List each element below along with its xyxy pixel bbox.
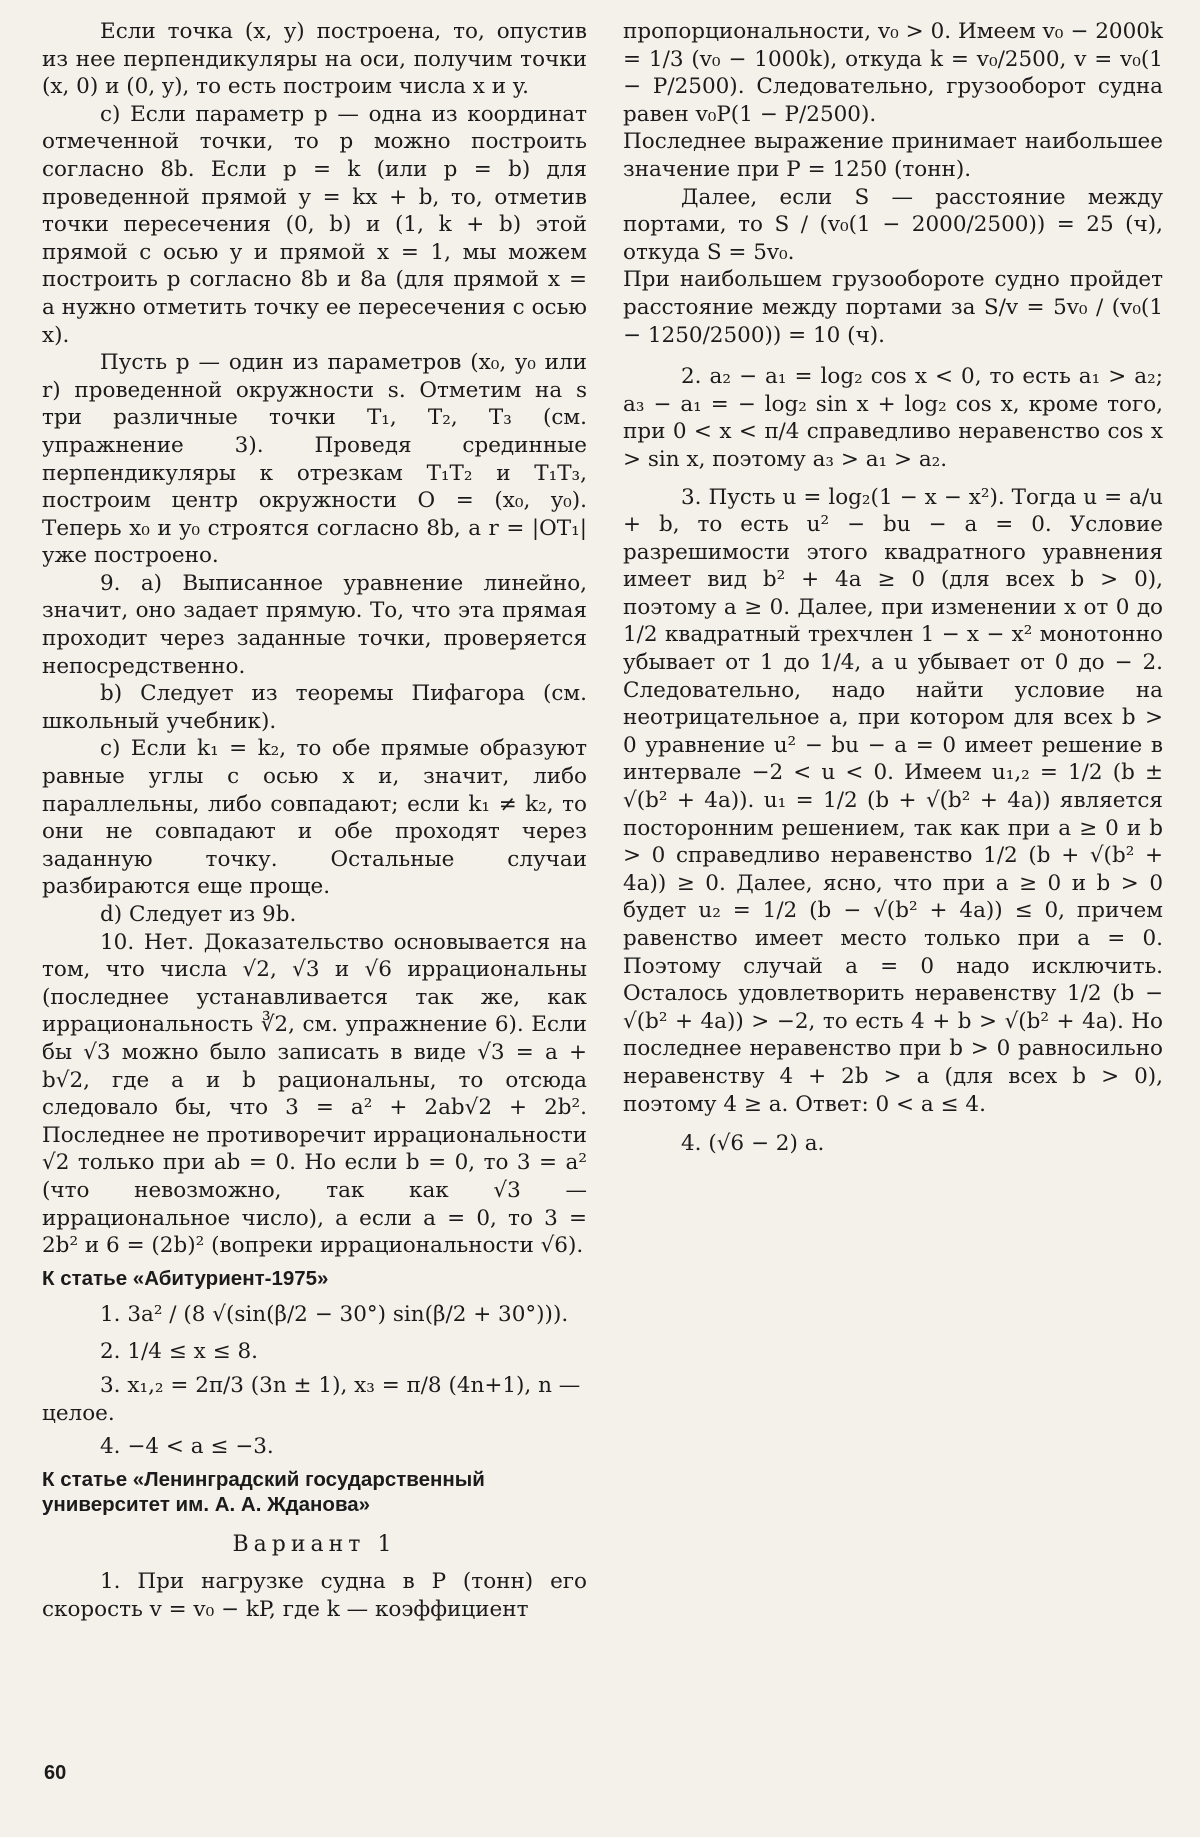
answer: 4. −4 < a ≤ −3. [100, 1434, 274, 1460]
variant-heading: Вариант 1 [232, 1531, 397, 1557]
answer: 3. x₁,₂ = 2π/3 (3n ± 1), x₃ = π/8 (4n+1), n — целое. [42, 1372, 581, 1426]
paragraph: Далее, если S — расстояние между портами, то S / (v₀(1 − 2000/2500)) = 25 (ч), откуда S = 5v₀. [623, 184, 1163, 265]
paragraph: 10. Нет. Доказательство основывается на том, что числа √2, √3 и √6 иррациональны (последнее устанавливается так же, как иррациональность ∛2, см. упражнение 6). Если бы √3 можно было записать в виде √3 = a + b√2, где a и b рациональны, то отсюда следовало бы, что 3 = a² + 2ab√2 + 2b². Последнее не противоречит иррациональности √2 только при ab = 0. Но если b = 0, то 3 = a² (что невозможно, так как √3 — иррациональное число), а если a = 0, то 3 = 2b² и 6 = (2b)² (вопреки иррациональности √6). [42, 929, 587, 1259]
answer-formula: 1. 3a² / (8 √(sin(β/2 − 30°) sin(β/2 + 30°))). [100, 1301, 569, 1327]
section-heading: К статье «Ленинградский государственный университет им. А. А. Жданова» [42, 1467, 485, 1516]
answer: 2. 1/4 ≤ x ≤ 8. [100, 1339, 258, 1365]
paragraph: 4. (√6 − 2) a. [681, 1131, 825, 1157]
paragraph: Последнее выражение принимает наибольшее значение при P = 1250 (тонн). [623, 129, 1163, 182]
paragraph: c) Если k₁ = k₂, то обе прямые образуют равные углы с осью x и, значит, либо параллельны, либо совпадают; если k₁ ≠ k₂, то они не совпадают и обе проходят через заданную точку. Остальные случаи разбираются еще проще. [42, 736, 587, 900]
paragraph: 9. а) Выписанное уравнение линейно, значит, оно задает прямую. То, что эта прямая проходит через заданные точки, проверяется непосредственно. [42, 570, 587, 679]
paragraph: d) Следует из 9b. [100, 902, 297, 927]
paragraph: b) Следует из теоремы Пифагора (см. школьный учебник). [42, 681, 587, 734]
paragraph: пропорциональности, v₀ > 0. Имеем v₀ − 2000k = 1/3 (v₀ − 1000k), откуда k = v₀/2500, v = v₀(1 − P/2500). Следовательно, грузооборот судна равен v₀P(1 − P/2500). [623, 19, 1163, 127]
paragraph: Если точка (x, y) построена, то, опустив из нее перпендикуляры на оси, получим точки (x, 0) и (0, y), то есть построим числа x и y. [42, 19, 587, 100]
right-column [623, 18, 1163, 1158]
paragraph: 2. a₂ − a₁ = log₂ cos x < 0, то есть a₁ > a₂; a₃ − a₁ = − log₂ sin x + log₂ cos x, кроме того, при 0 < x < π/4 справедливо неравенство cos x > sin x, поэтому a₃ > a₁ > a₂. [623, 364, 1163, 472]
paragraph: 1. При нагрузке судна в P (тонн) его скорость v = v₀ − kP, где k — коэффициент [42, 1569, 587, 1622]
paragraph: 3. Пусть u = log₂(1 − x − x²). Тогда u = a/u + b, то есть u² − bu − a = 0. Условие разрешимости этого квадратного уравнения имеет вид b² + 4a ≥ 0 (для всех b > 0), поэтому a ≥ 0. Далее, при изменении x от 0 до 1/2 квадратный трехчлен 1 − x − x² монотонно убывает от 1 до 1/4, а u убывает от 0 до − 2. Следовательно, надо найти условие на неотрицательное a, при котором для всех b > 0 уравнение u² − bu − a = 0 имеет решение в интервале −2 < u < 0. Имеем u₁,₂ = 1/2 (b ± √(b² + 4a)). u₁ = 1/2 (b + √(b² + 4a)) является посторонним решением, так как при a ≥ 0 и b > 0 справедливо неравенство 1/2 (b + √(b² + 4a)) ≥ 0. Далее, ясно, что при a ≥ 0 и b > 0 будет u₂ = 1/2 (b − √(b² + 4a)) ≤ 0, причем равенство имеет место только при a = 0. Поэтому случай a = 0 надо исключить. Осталось удовлетворить неравенству 1/2 (b − √(b² + 4a)) > −2, то есть 4 + b > √(b² + 4a). Но последнее неравенство при b > 0 равносильно неравенству 4 + 2b > a (для всех b > 0), поэтому 4 ≥ a. Ответ: 0 < a ≤ 4. [623, 484, 1163, 1117]
section-heading: К статье «Абитуриент-1975» [42, 1266, 329, 1290]
paragraph: При наибольшем грузообороте судно пройдет расстояние между портами за S/v = 5v₀ / (v₀(1 − 1250/2500)) = 10 (ч). [623, 267, 1163, 348]
page-number: 60 [44, 1762, 67, 1784]
paragraph: c) Если параметр p — одна из координат отмеченной точки, то p можно построить согласно 8b. Если p = k (или p = b) для проведенной прямой y = kx + b, то, отметив точки пересечения (0, b) и (1, k + b) этой прямой с осью y и прямой x = 1, мы можем построить p согласно 8b и 8a (для прямой x = a нужно отметить точку ее пересечения с осью x). [42, 101, 587, 348]
paragraph: Пусть p — один из параметров (x₀, y₀ или r) проведенной окружности s. Отметим на s три различные точки T₁, T₂, T₃ (см. упражнение 3). Проведя срединные перпендикуляры к отрезкам T₁T₂ и T₁T₃, построим центр окружности O = (x₀, y₀). Теперь x₀ и y₀ строятся согласно 8b, а r = |OT₁| уже построено. [42, 350, 587, 569]
left-column [42, 18, 587, 1623]
